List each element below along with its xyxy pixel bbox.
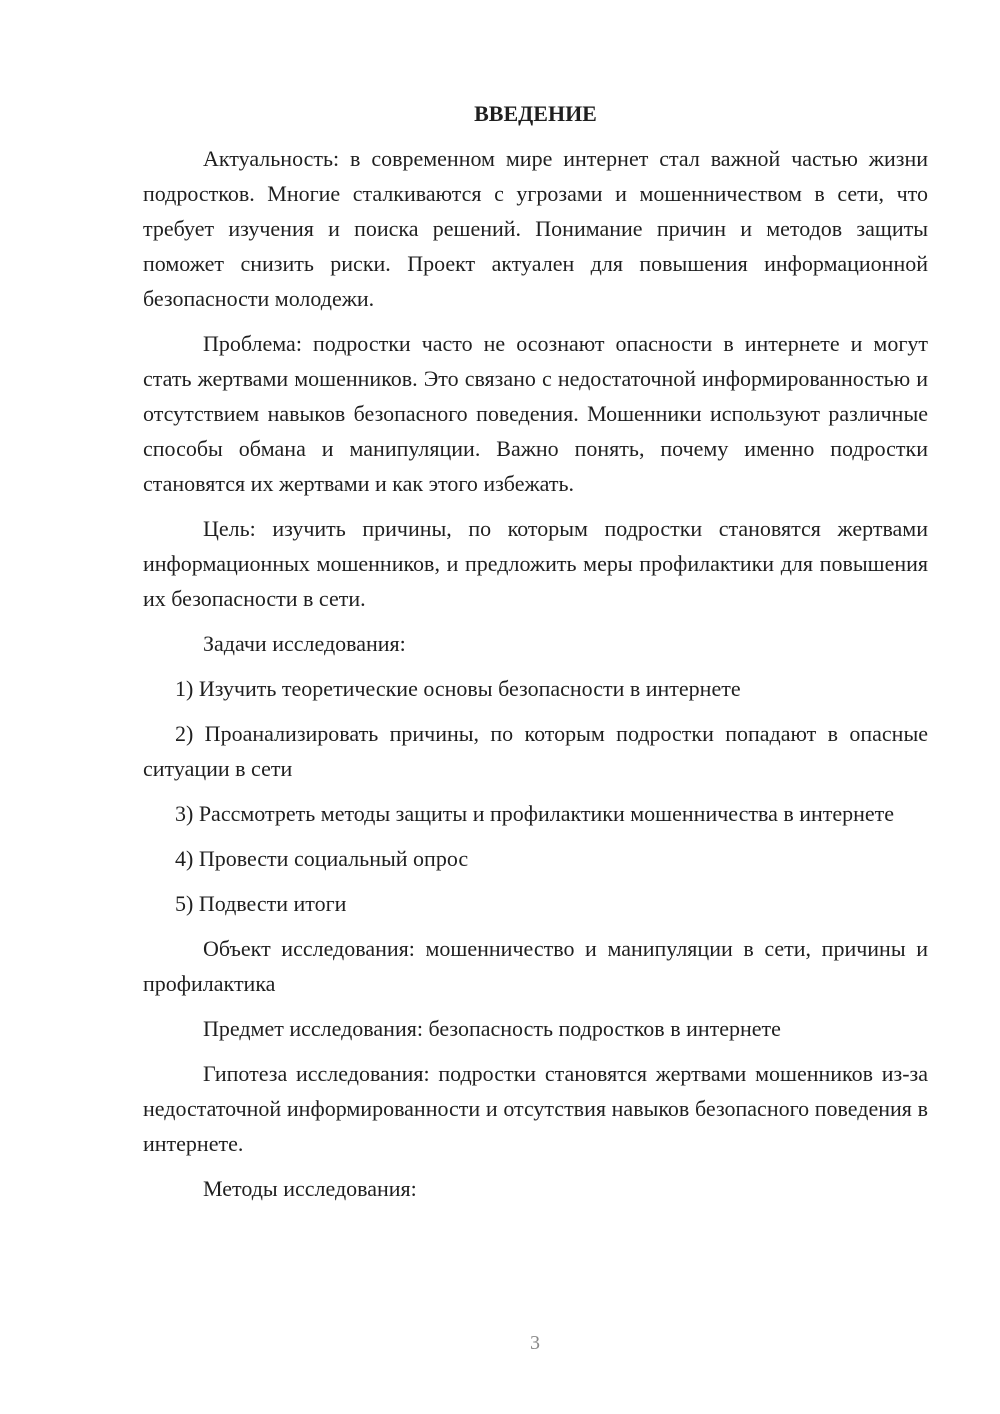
task-item: 1) Изучить теоретические основы безопасности в интернете (175, 676, 741, 701)
task-item: 3) Рассмотреть методы защиты и профилактики мошенничества в интернете (175, 801, 895, 826)
task-item: 4) Провести социальный опрос (175, 846, 469, 871)
methods-title: Методы исследования: (203, 1176, 417, 1201)
problem-paragraph: Проблема: подростки часто не осознают опасности в интернете и могут стать жертвами мошенников. Это связано с недостаточной информированностью и отсутствием навыков безопасного поведения. Мошенники используют различные способы обмана и манипуляции. Важно понять, почему именно подростки становятся их жертвами и как этого избежать. (143, 331, 928, 496)
subject-paragraph: Предмет исследования: безопасность подростков в интернете (203, 1016, 781, 1041)
relevance-paragraph: Актуальность: в современном мире интернет стал важной частью жизни подростков. Многие сталкиваются с угрозами и мошенничеством в сети, что требует изучения и поиска решений. Понимание причин и методов защиты поможет снизить риски. Проект актуален для повышения информационной безопасности молодежи. (143, 146, 928, 311)
page-number: 3 (530, 1332, 540, 1354)
page-content (143, 96, 928, 1216)
task-item: 2) Проанализировать причины, по которым подростки попадают в опасные ситуации в сети (143, 721, 928, 781)
object-paragraph: Объект исследования: мошенничество и манипуляции в сети, причины и профилактика (143, 936, 928, 996)
section-heading: ВВЕДЕНИЕ (474, 101, 597, 126)
goal-paragraph: Цель: изучить причины, по которым подростки становятся жертвами информационных мошенников, и предложить меры профилактики для повышения их безопасности в сети. (143, 516, 928, 611)
hypothesis-paragraph: Гипотеза исследования: подростки становятся жертвами мошенников из-за недостаточной информированности и отсутствия навыков безопасного поведения в интернете. (143, 1061, 928, 1156)
task-item: 5) Подвести итоги (175, 891, 347, 916)
tasks-title: Задачи исследования: (203, 631, 406, 656)
